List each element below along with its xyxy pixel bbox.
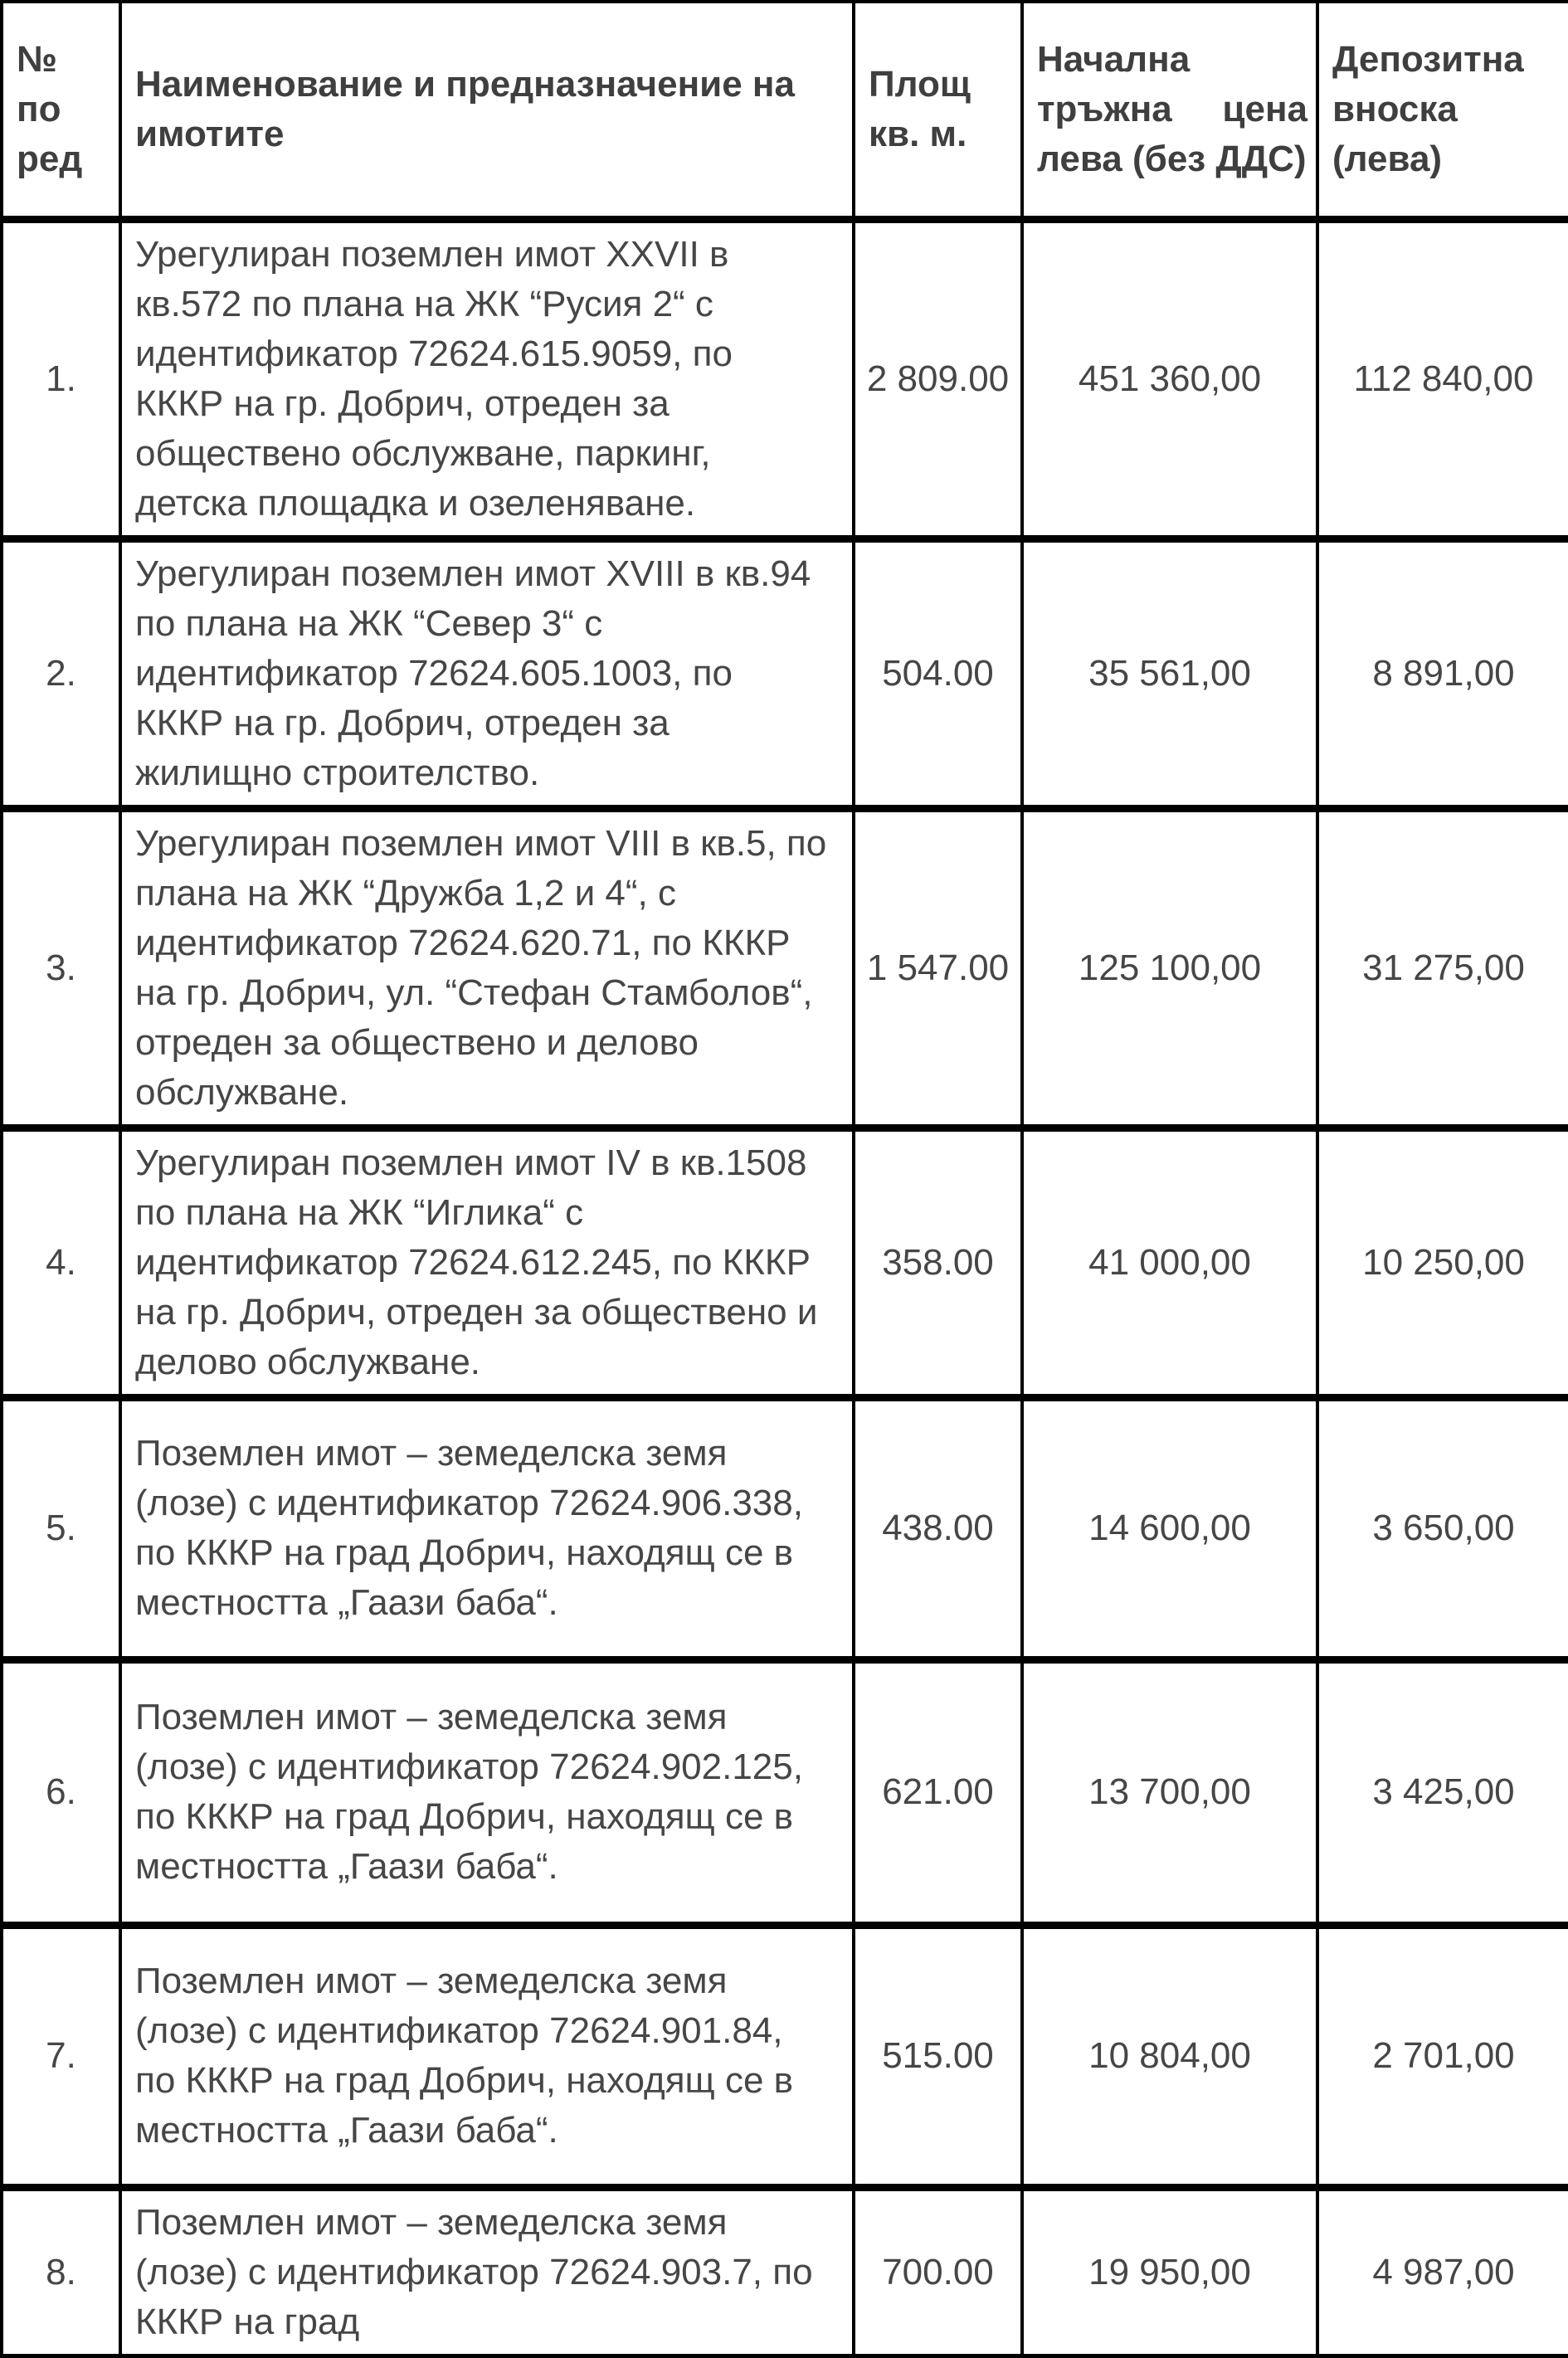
- table-row: [2, 1925, 1568, 2187]
- column-header-row-number: № по ред: [2, 2, 120, 219]
- property-description-cell: Урегулиран поземлен имот VIII в кв.5, по плана на ЖК “Дружба 1,2 и 4“, с идентификатор 72624.620.71, по КККР на гр. Добрич, ул. “Стефан Стамболов“, отреден за обществено и делово обслужване.: [120, 808, 854, 1128]
- area-cell: 621.00: [854, 1659, 1022, 1925]
- table-row: [2, 1128, 1568, 1397]
- property-description-cell: Поземлен имот – земеделска земя (лозе) с идентификатор 72624.906.338, по КККР на град Добрич, находящ се в местността „Гаази баба“.: [120, 1397, 854, 1659]
- area-cell: 2 809.00: [854, 219, 1022, 538]
- row-number-cell: 4.: [2, 1128, 120, 1397]
- deposit-cell: 4 987,00: [1317, 2187, 1568, 2357]
- starting-price-cell: 19 950,00: [1022, 2187, 1317, 2357]
- deposit-cell: 3 650,00: [1317, 1397, 1568, 1659]
- deposit-cell: 2 701,00: [1317, 1925, 1568, 2187]
- table-row: [2, 2187, 1568, 2357]
- area-cell: 1 547.00: [854, 808, 1022, 1128]
- row-number-cell: 3.: [2, 808, 120, 1128]
- starting-price-cell: 13 700,00: [1022, 1659, 1317, 1925]
- column-header-property-name: Наименование и предназначение на имотите: [120, 2, 854, 219]
- row-number-cell: 6.: [2, 1659, 120, 1925]
- table-row: [2, 1397, 1568, 1659]
- area-cell: 504.00: [854, 538, 1022, 808]
- deposit-cell: 3 425,00: [1317, 1659, 1568, 1925]
- table-row: [2, 538, 1568, 808]
- column-header-deposit: Депозитна вноска (лева): [1317, 2, 1568, 219]
- area-cell: 358.00: [854, 1128, 1022, 1397]
- property-description-cell: Поземлен имот – земеделска земя (лозе) с идентификатор 72624.902.125, по КККР на град Добрич, находящ се в местността „Гаази баба“.: [120, 1659, 854, 1925]
- deposit-cell: 10 250,00: [1317, 1128, 1568, 1397]
- property-description-cell: Поземлен имот – земеделска земя (лозе) с идентификатор 72624.903.7, по КККР на град: [120, 2187, 854, 2357]
- property-description-cell: Поземлен имот – земеделска земя (лозе) с идентификатор 72624.901.84, по КККР на град Добрич, находящ се в местността „Гаази баба“.: [120, 1925, 854, 2187]
- property-description-cell: Урегулиран поземлен имот XXVII в кв.572 по плана на ЖК “Русия 2“ с идентификатор 72624.615.9059, по КККР на гр. Добрич, отреден за обществено обслужване, паркинг, детска площадка и озеленяване.: [120, 219, 854, 538]
- starting-price-cell: 10 804,00: [1022, 1925, 1317, 2187]
- row-number-cell: 1.: [2, 219, 120, 538]
- column-header-area: Площ кв. м.: [854, 2, 1022, 219]
- starting-price-cell: 35 561,00: [1022, 538, 1317, 808]
- row-number-cell: 7.: [2, 1925, 120, 2187]
- row-number-cell: 8.: [2, 2187, 120, 2357]
- starting-price-cell: 125 100,00: [1022, 808, 1317, 1128]
- table-header-row: [2, 2, 1568, 219]
- area-cell: 438.00: [854, 1397, 1022, 1659]
- table-row: [2, 808, 1568, 1128]
- deposit-cell: 31 275,00: [1317, 808, 1568, 1128]
- area-cell: 700.00: [854, 2187, 1022, 2357]
- starting-price-cell: 451 360,00: [1022, 219, 1317, 538]
- starting-price-cell: 14 600,00: [1022, 1397, 1317, 1659]
- row-number-cell: 2.: [2, 538, 120, 808]
- area-cell: 515.00: [854, 1925, 1022, 2187]
- row-number-cell: 5.: [2, 1397, 120, 1659]
- table-row: [2, 219, 1568, 538]
- deposit-cell: 8 891,00: [1317, 538, 1568, 808]
- starting-price-cell: 41 000,00: [1022, 1128, 1317, 1397]
- property-description-cell: Урегулиран поземлен имот IV в кв.1508 по плана на ЖК “Иглика“ с идентификатор 72624.612.245, по КККР на гр. Добрич, отреден за обществено и делово обслужване.: [120, 1128, 854, 1397]
- property-description-cell: Урегулиран поземлен имот XVIII в кв.94 по плана на ЖК “Север 3“ с идентификатор 72624.605.1003, по КККР на гр. Добрич, отреден за жилищно строителство.: [120, 538, 854, 808]
- deposit-cell: 112 840,00: [1317, 219, 1568, 538]
- table-row: [2, 1659, 1568, 1925]
- column-header-starting-price: Начална тръжна цена лева (без ДДС): [1022, 2, 1317, 219]
